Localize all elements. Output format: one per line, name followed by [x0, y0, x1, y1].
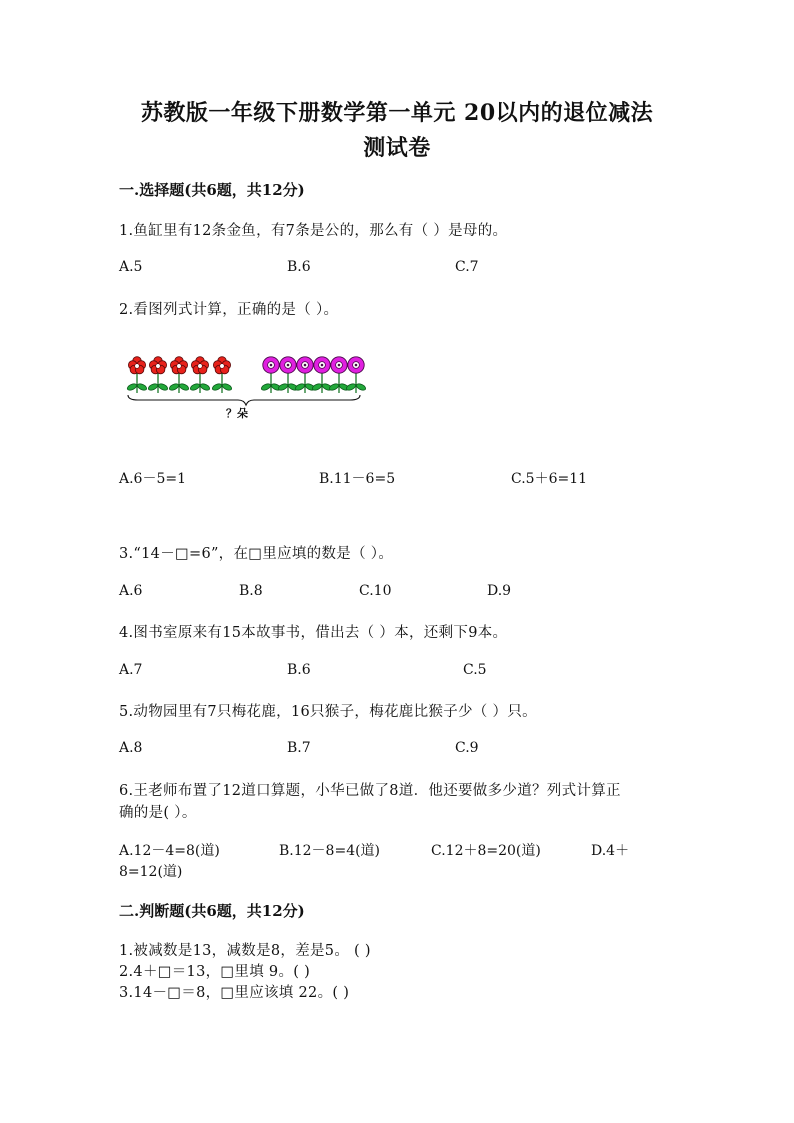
- q2-option-b[interactable]: B.11－6=5: [319, 471, 396, 487]
- page-subtitle: 测试卷: [363, 135, 431, 161]
- page-title: 苏教版一年级下册数学第一单元 20以内的退位减法: [140, 100, 654, 126]
- q2-option-c[interactable]: C.5＋6=11: [511, 471, 588, 487]
- q3-option-a[interactable]: A.6: [119, 583, 143, 599]
- question-4: 4.图书室原来有15本故事书，借出去（ ）本，还剩下9本。: [119, 625, 508, 641]
- section-heading-judgement: 二.判断题(共6题，共12分): [119, 902, 305, 920]
- q5-option-b[interactable]: B.7: [287, 740, 311, 756]
- q6-option-a[interactable]: A.12－4=8(道): [119, 843, 220, 859]
- q3-option-b[interactable]: B.8: [239, 583, 263, 599]
- red-flowers-group: [126, 357, 232, 393]
- red-flower: [189, 357, 210, 393]
- judgement-item-3: 3.14－□＝8，□里应该填 22。( ): [119, 985, 350, 1001]
- q4-option-b[interactable]: B.6: [287, 662, 311, 678]
- q4-option-c[interactable]: C.5: [463, 662, 487, 678]
- question-1: 1.鱼缸里有12条金鱼，有7条是公的，那么有（ ）是母的。: [119, 223, 508, 239]
- question-6-line-2: 确的是( ）。: [119, 805, 197, 821]
- q6-option-b[interactable]: B.12－8=4(道): [279, 843, 381, 859]
- q3-option-d[interactable]: D.9: [487, 583, 512, 599]
- q6-option-d-continued: 8=12(道): [119, 864, 183, 880]
- q6-option-d[interactable]: D.4＋: [591, 843, 630, 859]
- q5-option-a[interactable]: A.8: [119, 740, 143, 756]
- judgement-item-2: 2.4＋□＝13，□里填 9。( ): [119, 964, 311, 980]
- q4-option-a[interactable]: A.7: [119, 662, 143, 678]
- red-flower: [168, 357, 189, 393]
- question-3: 3.“14－□=6”，在□里应填的数是（ ）。: [119, 546, 394, 562]
- flowers-total-label: ？朵: [226, 407, 248, 420]
- question-2: 2.看图列式计算，正确的是（ ）。: [119, 302, 339, 318]
- pink-flower: [345, 357, 366, 393]
- q1-option-b[interactable]: B.6: [287, 259, 311, 275]
- q1-option-c[interactable]: C.7: [455, 259, 479, 275]
- question-5: 5.动物园里有7只梅花鹿，16只猴子，梅花鹿比猴子少（ ）只。: [119, 704, 537, 720]
- question-6-line-1: 6.王老师布置了12道口算题，小华已做了8道．他还要做多少道？列式计算正: [119, 783, 621, 799]
- pink-flowers-group: [260, 357, 366, 393]
- q2-option-a[interactable]: A.6－5=1: [119, 471, 187, 487]
- judgement-item-1: 1.被减数是13，减数是8，差是5。 ( ): [119, 943, 371, 959]
- q5-option-c[interactable]: C.9: [455, 740, 479, 756]
- q6-option-c[interactable]: C.12＋8=20(道): [431, 843, 541, 859]
- q3-option-c[interactable]: C.10: [359, 583, 392, 599]
- flowers-figure: [120, 350, 380, 425]
- q1-option-a[interactable]: A.5: [119, 259, 143, 275]
- brace: [128, 395, 360, 405]
- red-flower: [126, 357, 147, 393]
- red-flower: [147, 357, 168, 393]
- red-flower: [211, 357, 232, 393]
- section-heading-choice: 一.选择题(共6题，共12分): [119, 181, 305, 199]
